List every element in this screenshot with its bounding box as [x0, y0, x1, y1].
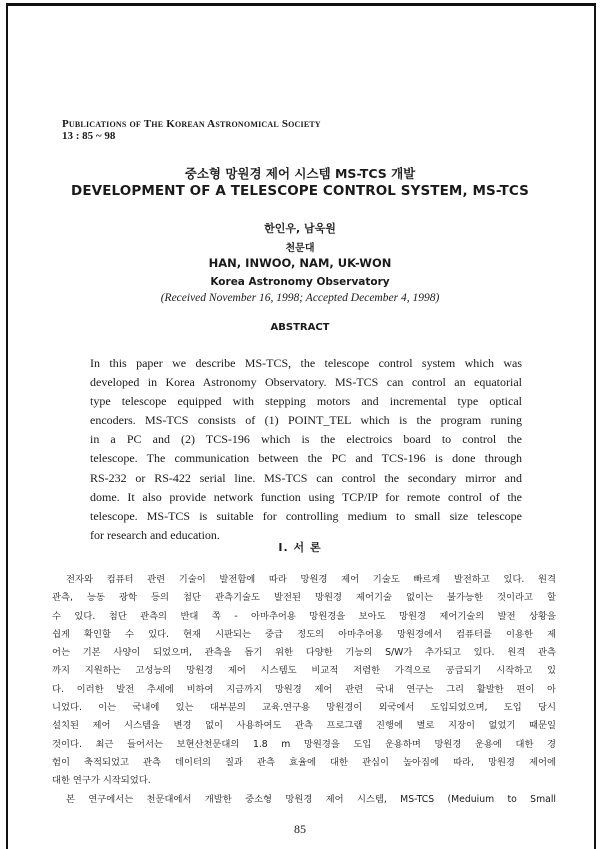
- page-border-left: [6, 3, 8, 849]
- authors-english: HAN, INWOO, NAM, UK-WON: [208, 256, 392, 270]
- body-line: 설치된 제어 시스템을 변경 없이 사용하여도 관측 프로그램 진행에 별로 지장이 없었기 때문일: [52, 720, 556, 732]
- body-line: 수 있다. 첨단 관측의 반대 쪽 - 아마추어용 망원경을 보아도 망원경 제어기술의 발전 상황을: [52, 610, 556, 622]
- body-line: 대한 연구가 시작되었다.: [52, 775, 151, 787]
- body-line: 니었다. 이는 국내에 있는 대부분의 교육.연구용 망원경이 외국에서 도입되었으며, 도입 당시: [52, 702, 556, 714]
- body-line: 어는 기본 사양이 되었으며, 관측을 돕기 위한 다양한 기능의 S/W가 추가되고 있다. 원격 관측: [52, 647, 556, 659]
- abstract-line: in a PC and (2) TCS-196 which is the electroics board to control the: [90, 432, 522, 447]
- abstract-heading: ABSTRACT: [270, 322, 330, 333]
- authors-korean: 한인우, 남욱원: [264, 222, 336, 235]
- journal-name: Publications of The Korean Astronomical Society: [62, 118, 321, 130]
- body-line: 본 연구에서는 천문대에서 개발한 중소형 망원경 제어 시스템, MS-TCS (Meduium to Small: [66, 793, 556, 805]
- institution-korean: 천문대: [285, 243, 315, 254]
- body-line: 쉽게 확인할 수 있다. 현재 시판되는 중급 정도의 아마추어용 망원경에서 컴퓨터를 이용한 제: [52, 628, 556, 640]
- body-text: [52, 571, 556, 809]
- abstract-line: for research and education.: [90, 527, 220, 542]
- abstract-line: RS-232 or RS-422 serial line. MS-TCS can control the secondary mirror and: [90, 470, 522, 485]
- abstract-line: dome. It also provide network function using TCP/IP for remote control of the: [90, 489, 522, 504]
- institution-english: Korea Astronomy Observatory: [210, 276, 390, 288]
- journal-volume-pages: 13 : 85 ~ 98: [62, 130, 116, 142]
- body-line: 험이 축적되었고 관측 데이터의 질과 관측 효율에 대한 관심이 높아짐에 따라, 망원경 제어에: [52, 756, 556, 768]
- page-border-right: [594, 3, 596, 849]
- body-line: 것이다. 최근 들어서는 보현산천문대의 1.8 m 망원경을 도입 운용하며 망원경 운용에 대한 경: [52, 738, 556, 750]
- abstract-line: encoders. MS-TCS consists of (1) POINT_TEL which is the program runing: [90, 413, 522, 428]
- abstract-line: telescope. The communication between the PC and TCS-196 is done through: [90, 451, 522, 466]
- body-line: 전자와 컴퓨터 관련 기술이 발전함에 따라 망원경 제어 기술도 빠르게 발전하고 있다. 원격: [66, 574, 556, 585]
- abstract-line: telescope. MS-TCS is suitable for controlling medium to small size telescope: [90, 508, 522, 523]
- body-line: 다. 이러한 발전 추세에 비하여 지금까지 망원경 제어 관련 국내 연구는 그리 활발한 편이 아: [52, 683, 556, 695]
- page-number: 85: [294, 822, 306, 836]
- abstract-text: [90, 354, 522, 545]
- body-line: 관측, 능동 광학 등의 첨단 관측기술도 발전된 망원경 제어기술 없이는 불가능한 것이라고 할: [52, 592, 556, 604]
- title-korean: 중소형 망원경 제어 시스템 MS-TCS 개발: [184, 166, 416, 181]
- journal-header: [62, 118, 321, 142]
- abstract-line: developed in Korea Astronomy Observatory. MS-TCS can control an equatorial: [90, 375, 522, 390]
- title-english: DEVELOPMENT OF A TELESCOPE CONTROL SYSTEM, MS-TCS: [71, 183, 529, 199]
- received-dates: (Received November 16, 1998; Accepted December 4, 1998): [160, 292, 440, 304]
- page-border-top: [6, 3, 594, 6]
- section-heading-introduction: I. 서 론: [278, 541, 322, 554]
- abstract-line: type telescope equipped with stepping motors and incremental type optical: [90, 394, 522, 409]
- abstract-line: In this paper we describe MS-TCS, the telescope control system which was: [90, 356, 522, 370]
- body-line: 까지 지원하는 고성능의 망원경 제어 시스템도 비교적 저렴한 가격으로 공급되기 시작하고 있: [52, 665, 556, 677]
